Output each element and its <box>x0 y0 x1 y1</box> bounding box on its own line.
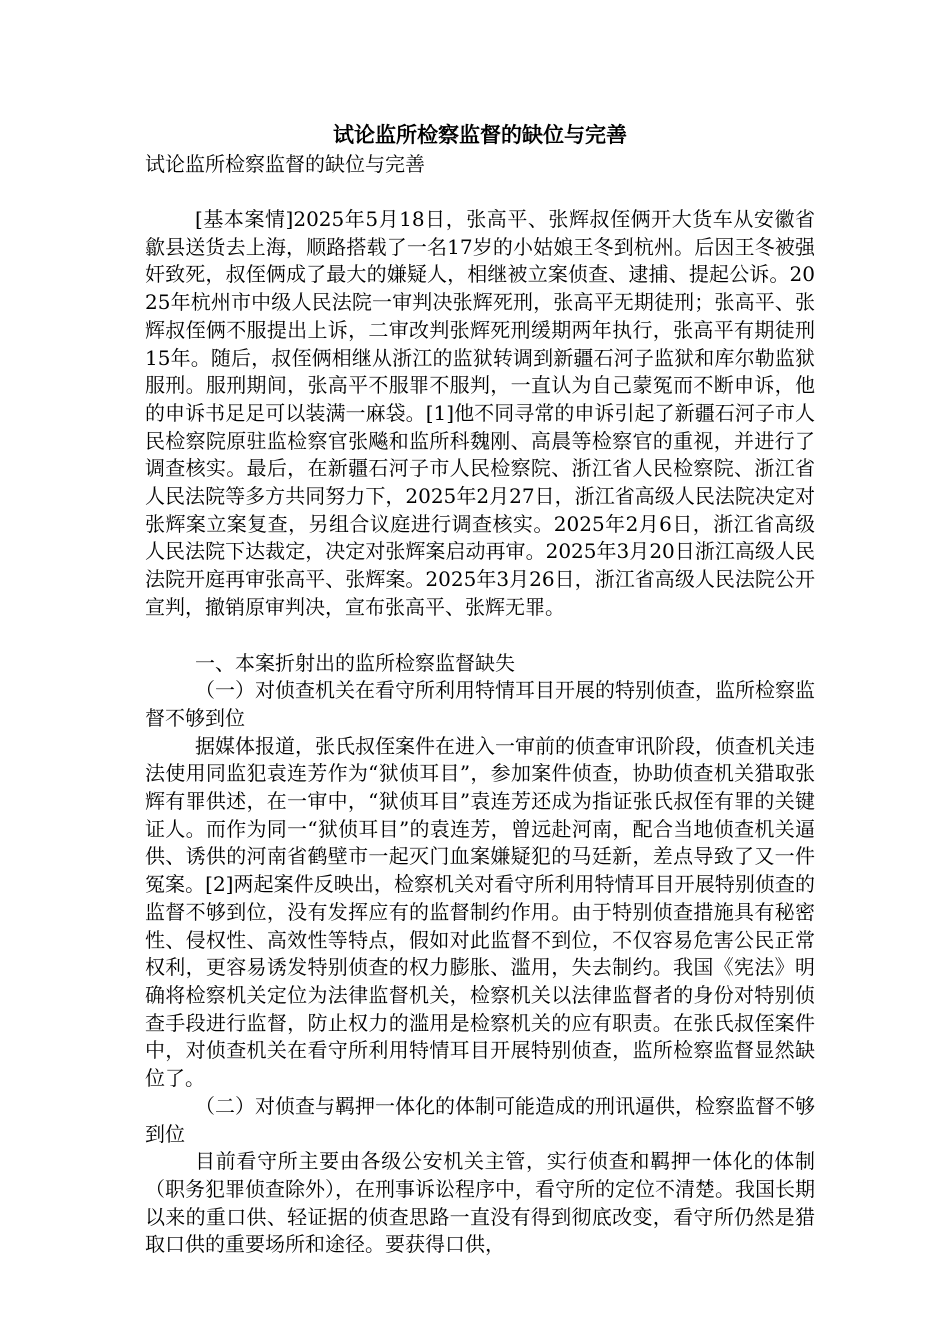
subsection-2-paragraph: 目前看守所主要由各级公安机关主管，实行侦查和羁押一体化的体制（职务犯罪侦查除外），在刑事诉讼程序中，看守所的定位不清楚。我国长期以来的重口供、轻证据的侦查思路一直没有得到彻底改变，看守所仍然是猎取口供的重要场所和途径。要获得口供， <box>145 1149 815 1257</box>
document-subtitle: 试论监所检察监督的缺位与完善 <box>145 152 425 176</box>
document-page <box>145 120 815 1259</box>
document-title: 试论监所检察监督的缺位与完善 <box>333 123 627 147</box>
section-1-heading: 一、本案折射出的监所检察监督缺失 <box>195 650 515 675</box>
case-paragraph: [基本案情]2025年5月18日，张高平、张辉叔侄俩开大货车从安徽省歙县送货去上海，顺路搭载了一名17岁的小姑娘王冬到杭州。后因王冬被强奸致死，叔侄俩成了最大的嫌疑人，相继被立案侦查、逮捕、提起公诉。2025年杭州市中级人民法院一审判决张辉死刑，张高平无期徒刑；张高平、张辉叔侄俩不服提出上诉，二审改判张辉死刑缓期两年执行，张高平有期徒刑15年。随后，叔侄俩相继从浙江的监狱转调到新疆石河子监狱和库尔勒监狱服刑。服刑期间，张高平不服罪不服判，一直认为自己蒙冤而不断申诉，他的申诉书足足可以装满一麻袋。[1]他不同寻常的申诉引起了新疆石河子市人民检察院原驻监检察官张飚和监所科魏刚、高晨等检察官的重视，并进行了调查核实。最后，在新疆石河子市人民检察院、浙江省人民检察院、浙江省人民法院等多方共同努力下，2025年2月27日，浙江省高级人民法院决定对张辉案立案复查，另组合议庭进行调查核实。2025年2月6日，浙江省高级人民法院下达裁定，决定对张辉案启动再审。2025年3月20日浙江高级人民法院开庭再审张高平、张辉案。2025年3月26日，浙江省高级人民法院公开宣判，撤销原审判决，宣布张高平、张辉无罪。 <box>145 207 815 619</box>
subsection-1-heading: （一）对侦查机关在看守所利用特情耳目开展的特别侦查，监所检察监督不够到位 <box>145 678 815 730</box>
subsection-2-heading: （二）对侦查与羁押一体化的体制可能造成的刑讯逼供，检察监督不够到位 <box>145 1093 815 1146</box>
subsection-1-paragraph: 据媒体报道，张氏叔侄案件在进入一审前的侦查审讯阶段，侦查机关违法使用同监犯袁连芳作为“狱侦耳目”，参加案件侦查，协助侦查机关猎取张辉有罪供述，在一审中，“狱侦耳目”袁连芳还成为指证张氏叔侄有罪的关键证人。而作为同一“狱侦耳目”的袁连芳，曾远赴河南，配合当地侦查机关逼供、诱供的河南省鹤壁市一起灭门血案嫌疑犯的马廷新，差点导致了又一件冤案。[2]两起案件反映出，检察机关对看守所利用特情耳目开展特别侦查的监督不够到位，没有发挥应有的监督制约作用。由于特别侦查措施具有秘密性、侵权性、高效性等特点，假如对此监督不到位，不仅容易危害公民正常权利，更容易诱发特别侦查的权力膨胀、滥用，失去制约。我国《宪法》明确将检察机关定位为法律监督机关，检察机关以法律监督者的身份对特别侦查手段进行监督，防止权力的滥用是检察机关的应有职责。在张氏叔侄案件中，对侦查机关在看守所利用特情耳目开展特别侦查，监所检察监督显然缺位了。 <box>145 733 815 1091</box>
